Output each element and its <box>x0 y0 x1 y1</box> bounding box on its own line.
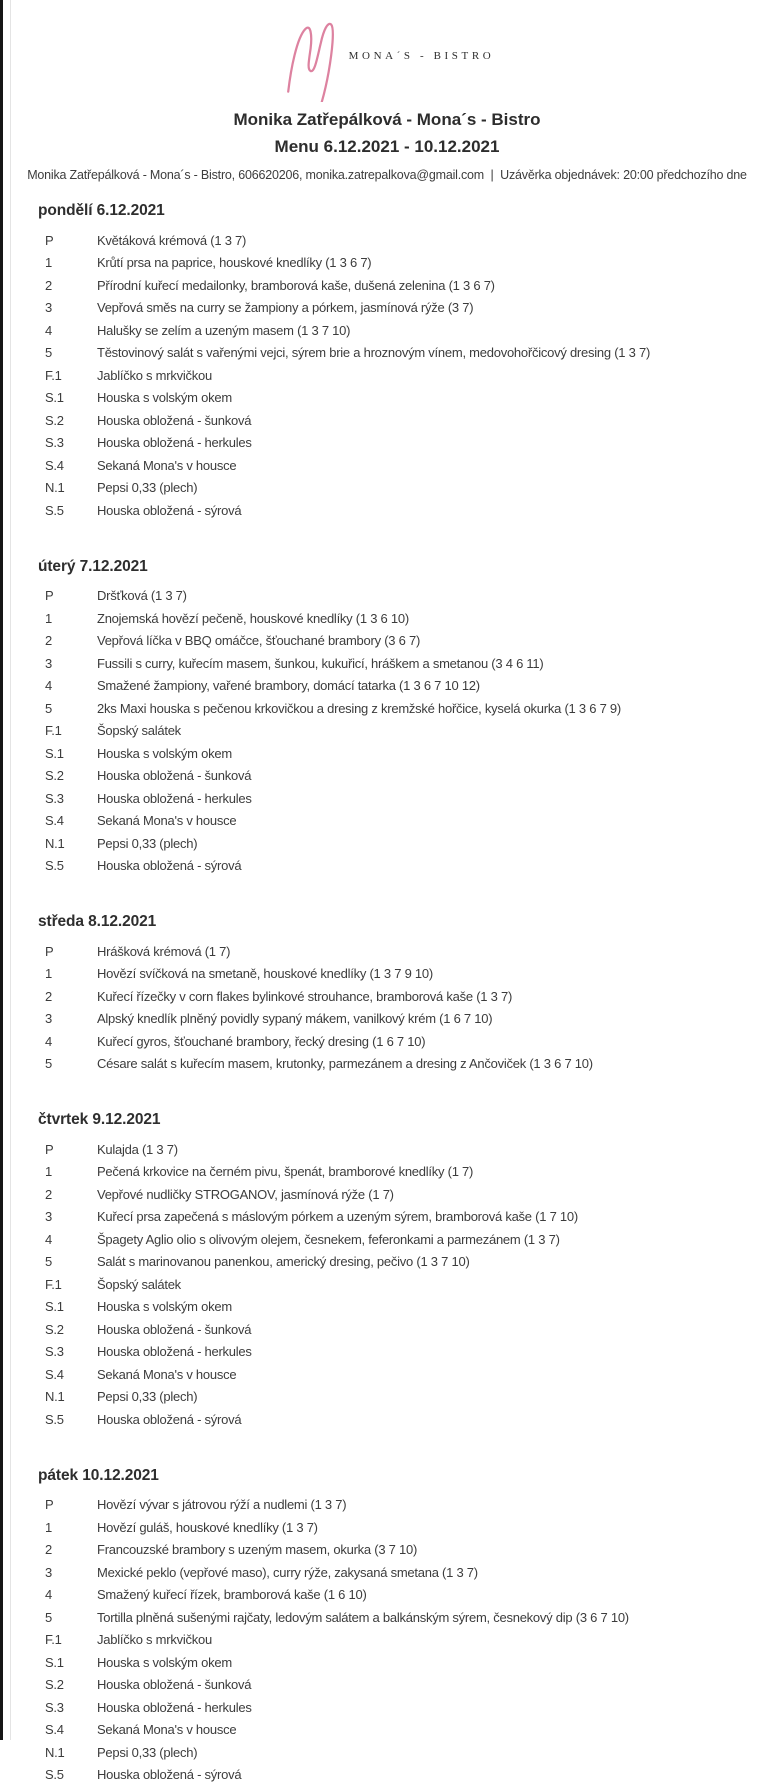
menu-row-code: P <box>38 944 97 959</box>
day-title: pondělí 6.12.2021 <box>38 201 774 220</box>
menu-row-code: S.3 <box>38 1700 97 1715</box>
menu-row-code: 5 <box>38 701 97 716</box>
menu-row-name: Fussili s curry, kuřecím masem, šunkou, kukuřicí, hráškem a smetanou (3 4 6 11) <box>97 656 774 671</box>
menu-row <box>38 274 774 297</box>
menu-row <box>38 1296 774 1319</box>
menu-row-name: Houska obložená - herkules <box>97 435 774 450</box>
menu-date-range: Menu 6.12.2021 - 10.12.2021 <box>0 137 774 157</box>
menu-row <box>38 319 774 342</box>
menu-row-code: 1 <box>38 966 97 981</box>
menu-row-name: Vepřová směs na curry se žampiony a pórkem, jasmínová rýže (3 7) <box>97 300 774 315</box>
menu-row-name: Houska obložená - herkules <box>97 1344 774 1359</box>
menu-row-code: 1 <box>38 255 97 270</box>
menu-row <box>38 652 774 675</box>
brand-name: MONA´S - BISTRO <box>349 50 495 62</box>
menu-row-code: P <box>38 1497 97 1512</box>
menu-row-name: Francouzské brambory s uzeným masem, okurka (3 7 10) <box>97 1542 774 1557</box>
menu-row-code: S.3 <box>38 791 97 806</box>
day-section <box>38 1110 774 1431</box>
menu-row-code: 3 <box>38 1209 97 1224</box>
menu-row-code: S.1 <box>38 390 97 405</box>
menu-row-code: N.1 <box>38 1745 97 1760</box>
menu-row <box>38 832 774 855</box>
menu-row <box>38 1030 774 1053</box>
menu-row-name: Pepsi 0,33 (plech) <box>97 1745 774 1760</box>
menu-row-code: F.1 <box>38 1277 97 1292</box>
menu-row <box>38 409 774 432</box>
menu-row-name: Salát s marinovanou panenkou, americký dresing, pečivo (1 3 7 10) <box>97 1254 774 1269</box>
menu-row-name: Květáková krémová (1 3 7) <box>97 233 774 248</box>
menu-row <box>38 1053 774 1076</box>
menu-row <box>38 630 774 653</box>
menu-row-name: Houska obložená - sýrová <box>97 1767 774 1782</box>
day-rows <box>38 229 774 522</box>
menu-row-code: N.1 <box>38 480 97 495</box>
menu-row <box>38 1161 774 1184</box>
menu-row-code: F.1 <box>38 1632 97 1647</box>
left-edge-border <box>0 0 3 1740</box>
menu-row <box>38 607 774 630</box>
menu-row-name: Kuřecí prsa zapečená s máslovým pórkem a uzeným sýrem, bramborová kaše (1 7 10) <box>97 1209 774 1224</box>
menu-row <box>38 1764 774 1786</box>
menu-row-name: Pečená krkovice na černém pivu, špenát, bramborové knedlíky (1 7) <box>97 1164 774 1179</box>
menu-row <box>38 387 774 410</box>
menu-row <box>38 963 774 986</box>
contact-line: Monika Zatřepálková - Mona´s - Bistro, 606620206, monika.zatrepalkova@gmail.com | Uzávěrka objednávek: 20:00 předchozího dne <box>4 168 770 182</box>
menu-row-name: Alpský knedlík plněný povidly sypaný mákem, vanilkový krém (1 6 7 10) <box>97 1011 774 1026</box>
menu-row-code: P <box>38 588 97 603</box>
menu-row <box>38 297 774 320</box>
menu-row-name: Houska obložená - sýrová <box>97 1412 774 1427</box>
menu-row-code: S.1 <box>38 1655 97 1670</box>
menu-row <box>38 1516 774 1539</box>
menu-row <box>38 1228 774 1251</box>
menu-row <box>38 720 774 743</box>
menu-row-code: 1 <box>38 1164 97 1179</box>
menu-row-name: Hovězí vývar s játrovou rýží a nudlemi (1 3 7) <box>97 1497 774 1512</box>
menu-row <box>38 855 774 878</box>
menu-row-code: 4 <box>38 1232 97 1247</box>
menu-row-code: S.5 <box>38 1767 97 1782</box>
menu-row-code: 4 <box>38 323 97 338</box>
day-rows <box>38 1138 774 1431</box>
menu-row-name: Dršťková (1 3 7) <box>97 588 774 603</box>
menu-row-name: Smažený kuřecí řízek, bramborová kaše (1 6 10) <box>97 1587 774 1602</box>
menu-row <box>38 742 774 765</box>
menu-row-name: Znojemská hovězí pečeně, houskové knedlíky (1 3 6 10) <box>97 611 774 626</box>
menu-row-code: 3 <box>38 1011 97 1026</box>
menu-row-code: S.4 <box>38 813 97 828</box>
menu-row <box>38 1539 774 1562</box>
menu-row <box>38 499 774 522</box>
menu-row-name: 2ks Maxi houska s pečenou krkovičkou a dresing z kremžské hořčice, kyselá okurka (1 3 6 7 9) <box>97 701 774 716</box>
menu-row <box>38 765 774 788</box>
menu-row-name: Jablíčko s mrkvičkou <box>97 368 774 383</box>
menu-row <box>38 1138 774 1161</box>
menu-row <box>38 787 774 810</box>
menu-row <box>38 585 774 608</box>
menu-row-code: 4 <box>38 1034 97 1049</box>
menu-row-code: F.1 <box>38 723 97 738</box>
menu-row <box>38 432 774 455</box>
menu-row-name: Houska obložená - herkules <box>97 791 774 806</box>
menu-row-code: S.4 <box>38 1367 97 1382</box>
menu-row <box>38 1561 774 1584</box>
menu-row-code: 4 <box>38 1587 97 1602</box>
menu-days <box>0 201 774 1786</box>
menu-row-name: Houska s volským okem <box>97 390 774 405</box>
left-edge-line <box>10 0 11 1740</box>
menu-row-name: Mexické peklo (vepřové maso), curry rýže, zakysaná smetana (1 3 7) <box>97 1565 774 1580</box>
menu-row-code: S.5 <box>38 1412 97 1427</box>
menu-row-name: Pepsi 0,33 (plech) <box>97 480 774 495</box>
menu-row <box>38 1206 774 1229</box>
menu-row-name: Kuřecí řízečky v corn flakes bylinkové strouhance, bramborová kaše (1 3 7) <box>97 989 774 1004</box>
menu-row <box>38 985 774 1008</box>
menu-row-code: 2 <box>38 278 97 293</box>
menu-row-code: S.3 <box>38 1344 97 1359</box>
menu-row-code: N.1 <box>38 836 97 851</box>
menu-row <box>38 1183 774 1206</box>
day-title: čtvrtek 9.12.2021 <box>38 1110 774 1129</box>
menu-row-code: 4 <box>38 678 97 693</box>
menu-row-code: S.2 <box>38 413 97 428</box>
menu-row <box>38 810 774 833</box>
menu-row-name: Sekaná Mona's v housce <box>97 1722 774 1737</box>
menu-row-code: 2 <box>38 1542 97 1557</box>
menu-row <box>38 1651 774 1674</box>
menu-row-name: Houska obložená - šunková <box>97 768 774 783</box>
menu-row <box>38 454 774 477</box>
menu-row-code: 5 <box>38 1610 97 1625</box>
menu-row <box>38 1251 774 1274</box>
menu-row <box>38 675 774 698</box>
menu-row-name: Hrášková krémová (1 7) <box>97 944 774 959</box>
menu-row-code: S.1 <box>38 746 97 761</box>
day-section <box>38 557 774 878</box>
menu-row <box>38 1494 774 1517</box>
brand-monogram-icon <box>280 16 336 102</box>
menu-row-name: Pepsi 0,33 (plech) <box>97 1389 774 1404</box>
menu-row-name: Hovězí svíčková na smetaně, houskové knedlíky (1 3 7 9 10) <box>97 966 774 981</box>
menu-row <box>38 1741 774 1764</box>
menu-row <box>38 1629 774 1652</box>
menu-row-code: 3 <box>38 300 97 315</box>
menu-row-name: Špagety Aglio olio s olivovým olejem, česnekem, feferonkami a parmezánem (1 3 7) <box>97 1232 774 1247</box>
menu-row-code: 2 <box>38 989 97 1004</box>
menu-row-name: Sekaná Mona's v housce <box>97 813 774 828</box>
menu-row-code: S.4 <box>38 458 97 473</box>
menu-row-code: S.2 <box>38 768 97 783</box>
menu-row <box>38 252 774 275</box>
menu-row <box>38 1363 774 1386</box>
menu-row-name: Krůtí prsa na paprice, houskové knedlíky (1 3 6 7) <box>97 255 774 270</box>
menu-row-name: Houska obložená - sýrová <box>97 503 774 518</box>
menu-row-name: Kuřecí gyros, šťouchané brambory, řecký dresing (1 6 7 10) <box>97 1034 774 1049</box>
menu-row-name: Smažené žampiony, vařené brambory, domácí tatarka (1 3 6 7 10 12) <box>97 678 774 693</box>
menu-row-code: S.2 <box>38 1677 97 1692</box>
menu-row-name: Pepsi 0,33 (plech) <box>97 836 774 851</box>
menu-row-name: Houska obložená - sýrová <box>97 858 774 873</box>
menu-row <box>38 364 774 387</box>
menu-row-code: 5 <box>38 1254 97 1269</box>
menu-row-code: S.3 <box>38 435 97 450</box>
menu-row-name: Houska obložená - šunková <box>97 1322 774 1337</box>
menu-row-name: Houska obložená - herkules <box>97 1700 774 1715</box>
menu-row-name: Halušky se zelím a uzeným masem (1 3 7 10) <box>97 323 774 338</box>
menu-row-name: Hovězí guláš, houskové knedlíky (1 3 7) <box>97 1520 774 1535</box>
menu-row <box>38 1273 774 1296</box>
menu-row-code: 5 <box>38 1056 97 1071</box>
menu-row <box>38 940 774 963</box>
menu-row-code: P <box>38 1142 97 1157</box>
menu-row-name: Vepřové nudličky STROGANOV, jasmínová rýže (1 7) <box>97 1187 774 1202</box>
menu-row-code: 1 <box>38 1520 97 1535</box>
menu-row-name: Kulajda (1 3 7) <box>97 1142 774 1157</box>
day-section <box>38 912 774 1075</box>
menu-row <box>38 477 774 500</box>
menu-row-code: 2 <box>38 1187 97 1202</box>
menu-row <box>38 1386 774 1409</box>
menu-row-name: Houska obložená - šunková <box>97 413 774 428</box>
menu-row-code: S.5 <box>38 858 97 873</box>
menu-row-name: Těstovinový salát s vařenými vejci, sýrem brie a hroznovým vínem, medovohořčicový dresing (1 3 7) <box>97 345 774 360</box>
menu-row-code: P <box>38 233 97 248</box>
menu-row-code: 1 <box>38 611 97 626</box>
menu-row-name: Houska s volským okem <box>97 1655 774 1670</box>
day-rows <box>38 585 774 878</box>
menu-row <box>38 1719 774 1742</box>
menu-row-code: 3 <box>38 656 97 671</box>
menu-row <box>38 1584 774 1607</box>
menu-row-code: 5 <box>38 345 97 360</box>
menu-row-name: Tortilla plněná sušenými rajčaty, ledovým salátem a balkánským sýrem, česnekový dip (3 6 7 10) <box>97 1610 774 1625</box>
menu-row-code: F.1 <box>38 368 97 383</box>
menu-row-code: 2 <box>38 633 97 648</box>
menu-row <box>38 1696 774 1719</box>
menu-row <box>38 342 774 365</box>
menu-row-name: Houska obložená - šunková <box>97 1677 774 1692</box>
menu-row-name: Houska s volským okem <box>97 1299 774 1314</box>
day-section <box>38 201 774 522</box>
menu-row-name: Houska s volským okem <box>97 746 774 761</box>
menu-row <box>38 697 774 720</box>
menu-row-name: Sekaná Mona's v housce <box>97 1367 774 1382</box>
menu-row-name: Šopský salátek <box>97 1277 774 1292</box>
menu-row <box>38 1008 774 1031</box>
menu-row <box>38 1674 774 1697</box>
page-title: Monika Zatřepálková - Mona´s - Bistro <box>0 110 774 130</box>
menu-row <box>38 1606 774 1629</box>
day-title: středa 8.12.2021 <box>38 912 774 931</box>
menu-row-name: Jablíčko s mrkvičkou <box>97 1632 774 1647</box>
menu-row-code: N.1 <box>38 1389 97 1404</box>
menu-row-code: S.2 <box>38 1322 97 1337</box>
day-rows <box>38 1494 774 1786</box>
menu-row-name: Vepřová líčka v BBQ omáčce, šťouchané brambory (3 6 7) <box>97 633 774 648</box>
menu-row-code: S.5 <box>38 503 97 518</box>
day-rows <box>38 940 774 1075</box>
menu-row-name: Césare salát s kuřecím masem, krutonky, parmezánem a dresing z Ančoviček (1 3 6 7 10) <box>97 1056 774 1071</box>
menu-row-code: S.4 <box>38 1722 97 1737</box>
menu-row-name: Šopský salátek <box>97 723 774 738</box>
menu-row <box>38 1408 774 1431</box>
menu-row-name: Sekaná Mona's v housce <box>97 458 774 473</box>
menu-row <box>38 1318 774 1341</box>
menu-row-code: 3 <box>38 1565 97 1580</box>
menu-row <box>38 229 774 252</box>
menu-row <box>38 1341 774 1364</box>
logo <box>0 0 774 102</box>
day-title: pátek 10.12.2021 <box>38 1466 774 1485</box>
day-section <box>38 1466 774 1786</box>
menu-row-code: S.1 <box>38 1299 97 1314</box>
menu-row-name: Přírodní kuřecí medailonky, bramborová kaše, dušená zelenina (1 3 6 7) <box>97 278 774 293</box>
day-title: úterý 7.12.2021 <box>38 557 774 576</box>
